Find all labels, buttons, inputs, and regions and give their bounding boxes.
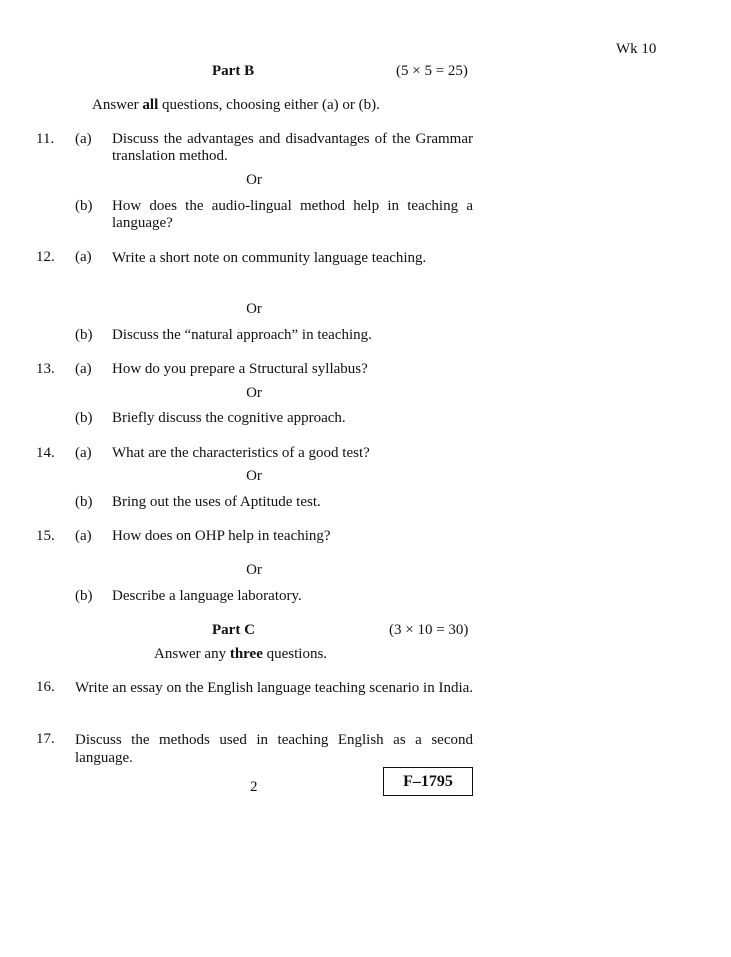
- instruction-text: questions.: [262, 646, 328, 662]
- option-b-text: Discuss the “natural approach” in teaching.: [112, 327, 372, 343]
- instruction-text: Answer any: [154, 646, 230, 662]
- question-number: 12.: [36, 249, 55, 265]
- option-a-text: Discuss the advantages and disadvantages of the Grammar translation method.: [112, 131, 473, 164]
- question-number: 13.: [36, 361, 55, 377]
- or-label: Or: [246, 172, 262, 188]
- option-a-text: How does on OHP help in teaching?: [112, 528, 331, 544]
- option-a-label: (a): [75, 131, 92, 147]
- question-text: Discuss the methods used in teaching English as a second language.: [75, 732, 473, 766]
- instruction-emphasis: all: [142, 97, 159, 113]
- part-c-title: Part C: [212, 622, 255, 638]
- question-number: 15.: [36, 528, 55, 544]
- header-code: Wk 10: [616, 41, 657, 57]
- part-b-title: Part B: [212, 63, 255, 79]
- page-number: 2: [250, 779, 258, 795]
- paper-code-box: [383, 767, 473, 796]
- question-number: 14.: [36, 445, 55, 461]
- option-a-text: How do you prepare a Structural syllabus?: [112, 361, 368, 377]
- question-text: Write an essay on the English language teaching scenario in India.: [75, 680, 474, 696]
- option-b-label: (b): [75, 494, 93, 510]
- option-a-label: (a): [75, 528, 92, 544]
- option-b-text: Bring out the uses of Aptitude test.: [112, 494, 321, 510]
- option-b-text: Describe a language laboratory.: [112, 588, 302, 604]
- question-number: 16.: [36, 679, 55, 695]
- option-a-label: (a): [75, 361, 92, 377]
- instruction-emphasis: three: [229, 646, 263, 662]
- option-b-label: (b): [75, 588, 93, 604]
- option-b-label: (b): [75, 410, 93, 426]
- paper-code: F–1795: [403, 773, 453, 790]
- instruction-text: Answer: [92, 97, 143, 113]
- question-number: 11.: [36, 131, 55, 147]
- question-number: 17.: [36, 731, 55, 747]
- or-label: Or: [246, 301, 262, 317]
- or-label: Or: [246, 562, 262, 578]
- option-a-text: What are the characteristics of a good test?: [112, 445, 370, 461]
- option-b-label: (b): [75, 327, 93, 343]
- option-a-text: Write a short note on community language teaching.: [112, 250, 427, 266]
- option-a-label: (a): [75, 249, 92, 265]
- part-b-marks: (5 × 5 = 25): [396, 63, 468, 79]
- part-b-instruction: [92, 97, 380, 114]
- option-b-text: Briefly discuss the cognitive approach.: [112, 410, 346, 426]
- option-b-text: How does the audio-lingual method help in teaching a language?: [112, 198, 473, 231]
- part-c-marks: (3 × 10 = 30): [389, 622, 469, 638]
- option-a-label: (a): [75, 445, 92, 461]
- or-label: Or: [246, 468, 262, 484]
- option-b-label: (b): [75, 198, 93, 214]
- part-c-instruction: [154, 646, 327, 663]
- instruction-text: questions, choosing either (a) or (b).: [158, 97, 380, 113]
- or-label: Or: [246, 385, 262, 401]
